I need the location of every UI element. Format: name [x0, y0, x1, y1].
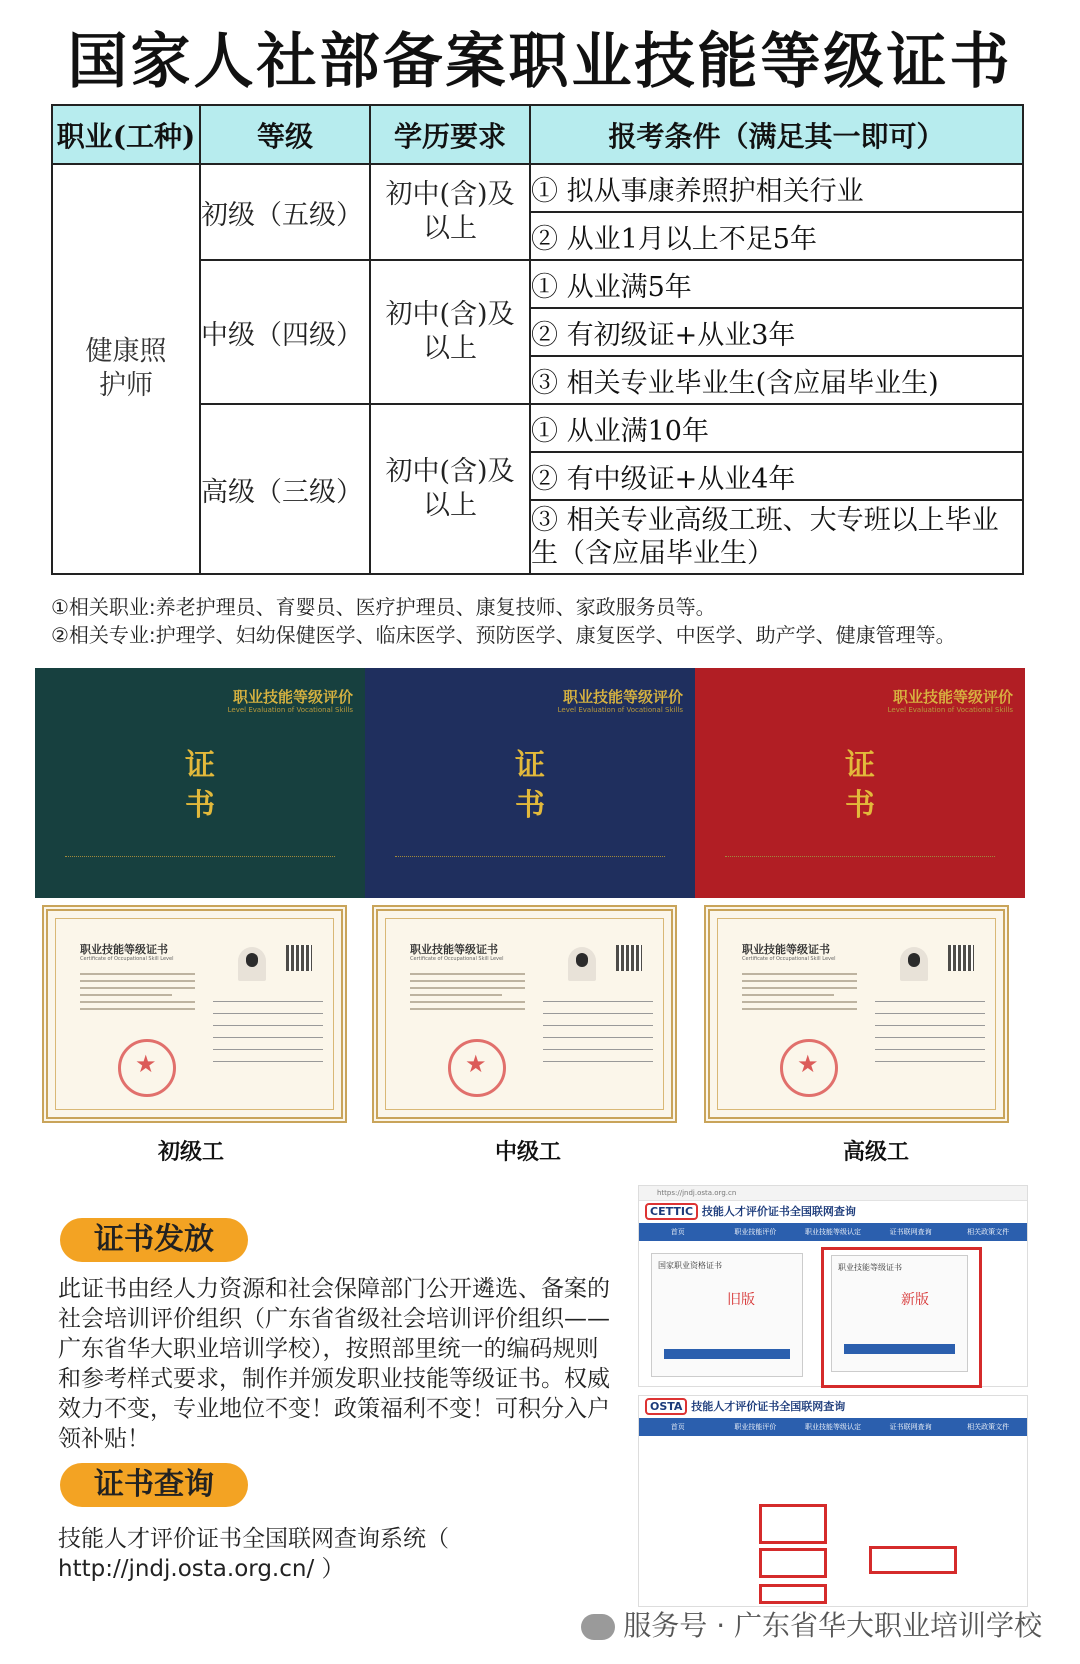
condition-cell: ② 有中级证+从业4年: [530, 452, 1023, 500]
cover-subtitle: Level Evaluation of Vocational Skills: [227, 706, 353, 714]
cert-subtitle: Certificate of Occupational Skill Level: [410, 956, 504, 962]
cert-label-intermediate: 中级工: [495, 1140, 562, 1165]
query-site-screenshot-new: [638, 1185, 1028, 1387]
issue-description: 此证书由经人力资源和社会保障部门公开遴选、备案的社会培训评价组织（广东省省级社会培训评价组织——广东省华大职业培训学校），按照部里统一的编码规则和参考样式要求，制作并颁发职业技能等级证书。权威效力不变，专业地位不变！政策福利不变！可积分入户领补贴！: [58, 1276, 610, 1452]
occupation-cell: [52, 164, 200, 574]
cert-photo: [568, 947, 596, 981]
site-brand-text: 技能人才评价证书全国联网查询: [701, 1205, 856, 1218]
watermark: [581, 1604, 1042, 1644]
cover-footer-line: [725, 856, 995, 860]
cover-word-text: 证书: [845, 748, 875, 823]
qr-code-icon: [286, 945, 312, 971]
cert-title: 职业技能等级证书: [742, 943, 830, 956]
table-header-row: [52, 105, 1023, 164]
cert-body-text: [80, 973, 195, 1015]
panel-title: 国家职业资格证书: [658, 1261, 722, 1270]
wechat-icon: [581, 1614, 615, 1640]
cert-fields: [213, 1001, 323, 1073]
site-nav: [639, 1223, 1027, 1241]
header-occupation: 职业(工种): [52, 105, 200, 164]
certificate-primary: [42, 905, 347, 1123]
certificate-covers: [35, 668, 1025, 898]
issue-heading-badge: 证书发放: [60, 1218, 248, 1262]
level-cell: 初级（五级）: [200, 164, 370, 260]
cover-subtitle: Level Evaluation of Vocational Skills: [557, 706, 683, 714]
cover-blue: [365, 668, 695, 898]
nav-item[interactable]: 证书联网查询: [889, 1423, 932, 1431]
old-version-label: 旧版: [727, 1292, 755, 1308]
osta-logo: OSTA: [645, 1398, 687, 1415]
cert-photo: [238, 947, 266, 981]
cover-word-text: 证书: [185, 748, 215, 823]
header-conditions: 报考条件（满足其一即可）: [530, 105, 1023, 164]
site-brand: [639, 1201, 1027, 1223]
condition-cell: ③ 相关专业高级工班、大专班以上毕业生（含应届毕业生）: [530, 500, 1023, 574]
cert-photo: [900, 947, 928, 981]
cover-word: [695, 746, 1025, 826]
note-occupations: ①相关职业:养老护理员、育婴员、医疗护理员、康复技师、家政服务员等。: [51, 595, 716, 619]
level-cell: 中级（四级）: [200, 260, 370, 404]
certificate-advanced: [704, 905, 1009, 1123]
nav-item[interactable]: 证书联网查询: [889, 1228, 932, 1236]
cover-title: 职业技能等级评价: [232, 688, 353, 706]
cert-fields: [875, 1001, 985, 1073]
nav-item[interactable]: 首页: [670, 1228, 685, 1236]
education-text: 初中(含)及以上: [385, 299, 515, 364]
certificate-intermediate: [372, 905, 677, 1123]
nav-item[interactable]: 职业技能评价: [734, 1423, 777, 1431]
nav-item[interactable]: 相关政策文件: [967, 1423, 1010, 1431]
site-nav: [639, 1418, 1027, 1436]
query-description: 技能人才评价证书全国联网查询系统（ http://jndj.osta.org.cn/ ）: [58, 1526, 449, 1582]
header-education: 学历要求: [370, 105, 530, 164]
occupation-name: 健康照护师: [85, 336, 167, 401]
condition-cell: ① 拟从事康养照护相关行业: [530, 164, 1023, 212]
watermark-text: 服务号 · 广东省华大职业培训学校: [623, 1609, 1042, 1642]
highlight-box: [759, 1584, 827, 1604]
education-cell: [370, 164, 530, 260]
query-heading-badge: 证书查询: [60, 1463, 248, 1507]
education-cell: [370, 260, 530, 404]
note-majors: ②相关专业:护理学、妇幼保健医学、临床医学、预防医学、康复医学、中医学、助产学、健康管理等。: [51, 623, 956, 647]
site-brand: [639, 1396, 1027, 1418]
qr-code-icon: [616, 945, 642, 971]
nav-item[interactable]: 职业技能等级认定: [804, 1228, 861, 1236]
requirements-table: [51, 104, 1024, 575]
condition-cell: ① 从业满10年: [530, 404, 1023, 452]
site-brand-text: 技能人才评价证书全国联网查询: [691, 1400, 846, 1413]
cert-body-text: [742, 973, 857, 1015]
old-query-panel: [651, 1253, 803, 1377]
highlight-box: [869, 1546, 957, 1574]
cover-word: [365, 746, 695, 826]
nav-item[interactable]: 首页: [670, 1423, 685, 1431]
highlight-box: [759, 1548, 827, 1578]
table-row: [52, 164, 1023, 212]
condition-cell: ① 从业满5年: [530, 260, 1023, 308]
level-cell: 高级（三级）: [200, 404, 370, 574]
cover-subtitle: Level Evaluation of Vocational Skills: [887, 706, 1013, 714]
panel-title: 职业技能等级证书: [838, 1263, 902, 1272]
new-version-label: 新版: [901, 1292, 929, 1308]
condition-cell: ③ 相关专业毕业生(含应届毕业生): [530, 356, 1023, 404]
education-text: 初中(含)及以上: [385, 456, 515, 521]
cert-subtitle: Certificate of Occupational Skill Level: [742, 956, 836, 962]
cert-label-advanced: 高级工: [843, 1140, 910, 1165]
cert-body-text: [410, 973, 525, 1015]
notes: [51, 593, 956, 649]
header-level: 等级: [200, 105, 370, 164]
cover-footer-line: [395, 856, 665, 860]
query-button[interactable]: [844, 1344, 955, 1354]
condition-cell: ② 从业1月以上不足5年: [530, 212, 1023, 260]
education-text: 初中(含)及以上: [385, 179, 515, 244]
cover-title: 职业技能等级评价: [562, 688, 683, 706]
query-site-screenshot-osta: [638, 1395, 1028, 1607]
cover-title: 职业技能等级评价: [892, 688, 1013, 706]
cettic-logo: CETTIC: [645, 1203, 698, 1220]
cover-red: [695, 668, 1025, 898]
cover-word: [35, 746, 365, 826]
cert-title: 职业技能等级证书: [80, 943, 168, 956]
browser-address-bar: https://jndj.osta.org.cn: [639, 1186, 1027, 1201]
cover-footer-line: [65, 856, 335, 860]
condition-cell: ② 有初级证+从业3年: [530, 308, 1023, 356]
new-query-panel: [831, 1255, 968, 1372]
certificate-samples: [42, 905, 1017, 1125]
query-button[interactable]: [664, 1349, 790, 1359]
seal-icon: [780, 1039, 838, 1097]
qr-code-icon: [948, 945, 974, 971]
cert-fields: [543, 1001, 653, 1073]
nav-item[interactable]: 职业技能等级认定: [804, 1423, 861, 1431]
cert-title: 职业技能等级证书: [410, 943, 498, 956]
highlight-box: [759, 1504, 827, 1544]
seal-icon: [118, 1039, 176, 1097]
cover-word-text: 证书: [515, 748, 545, 823]
education-cell: [370, 404, 530, 574]
nav-item[interactable]: 职业技能评价: [734, 1228, 777, 1236]
nav-item[interactable]: 相关政策文件: [967, 1228, 1010, 1236]
seal-icon: [448, 1039, 506, 1097]
cover-green: [35, 668, 365, 898]
page-title: 国家人社部备案职业技能等级证书: [67, 27, 1013, 97]
cert-label-primary: 初级工: [158, 1140, 225, 1165]
cert-subtitle: Certificate of Occupational Skill Level: [80, 956, 174, 962]
